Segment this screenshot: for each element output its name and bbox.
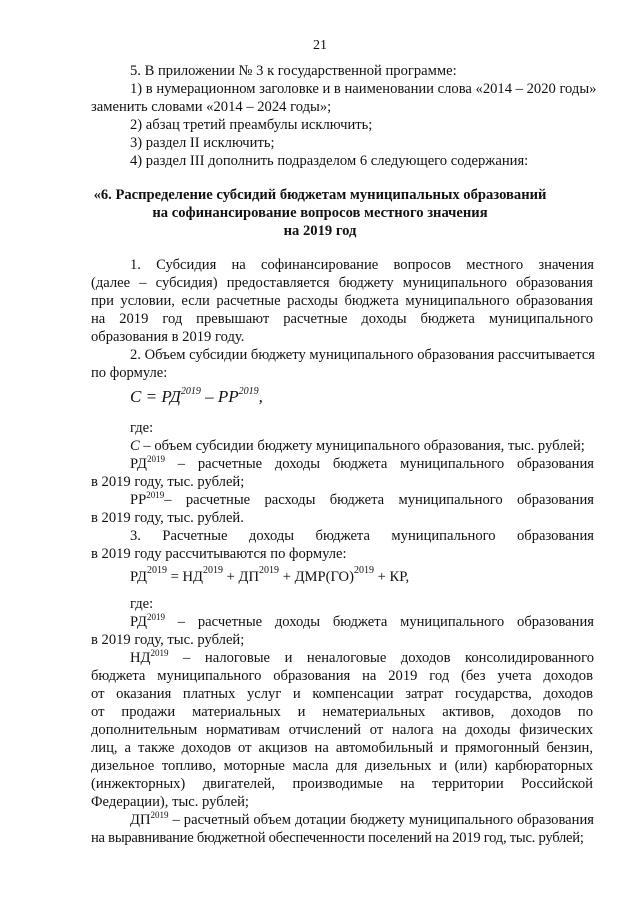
definition-rd-line-a bbox=[130, 455, 594, 473]
definition-c-text: – объем субсидии бюджету муниципального образования, тыс. рублей; bbox=[139, 438, 585, 454]
definition-nd-line-f: лиц, а также доходов от акцизов на автомобильный и прямогонный бензин, bbox=[91, 740, 593, 756]
definition-nd-text: – налоговые и неналоговые доходов консолидированного bbox=[168, 650, 594, 666]
definition-nd-symbol: НД bbox=[130, 650, 151, 666]
formula-revenue-end: + КР, bbox=[373, 569, 410, 585]
para2-line-a: 2. Объем субсидии бюджету муниципального образования рассчитывается bbox=[130, 347, 596, 363]
definition-rr-line-b: в 2019 году, тыс. рублей. bbox=[91, 510, 244, 526]
formula-revenue-rd: РД bbox=[130, 569, 147, 585]
definition-rr-line-a bbox=[130, 491, 594, 509]
definition-dp-symbol: ДП bbox=[130, 812, 151, 828]
item-2: 2) абзац третий преамбулы исключить; bbox=[130, 117, 373, 133]
definition-nd-year: 2019 bbox=[150, 648, 169, 658]
formula-revenue-dmr: + ДМР(ГО) bbox=[279, 569, 354, 585]
formula-revenue-dp: + ДП bbox=[223, 569, 260, 585]
item-4: 4) раздел III дополнить подразделом 6 следующего содержания: bbox=[130, 153, 529, 169]
item-1-cont: заменить словами «2014 – 2024 годы»; bbox=[91, 99, 332, 115]
para1-line-e: образования в 2019 году. bbox=[91, 329, 245, 345]
formula-subsidy-minus: – bbox=[200, 387, 218, 406]
definition-dp-line-b: на выравнивание бюджетной обеспеченности поселений на 2019 год, тыс. рублей; bbox=[91, 830, 584, 846]
formula-subsidy-eq: = bbox=[141, 387, 162, 406]
definition-nd-line-g: дизельное топливо, моторные масла для дизельных и (или) карбюраторных bbox=[91, 758, 593, 774]
where-label-1: где: bbox=[130, 420, 154, 436]
definition-rr-symbol: РР bbox=[130, 492, 147, 508]
para3-line-b: в 2019 году рассчитываются по формуле: bbox=[91, 546, 347, 562]
definition-nd-line-e: дополнительным нормативам отчислений от налога на доходы физических bbox=[91, 722, 593, 738]
where-label-2: где: bbox=[130, 596, 154, 612]
formula-revenue-rd-year: 2019 bbox=[146, 565, 167, 576]
formula-subsidy-rr: РР bbox=[217, 387, 239, 406]
definition-nd-line-d: от продажи материальных и нематериальных активов, доходов по bbox=[91, 704, 593, 720]
page-number: 21 bbox=[313, 38, 327, 53]
formula-revenue-dp-year: 2019 bbox=[259, 565, 280, 576]
section-title-line-2: на софинансирование вопросов местного значения bbox=[152, 205, 488, 221]
para1-line-d: на 2019 год превышают расчетные доходы бюджета муниципального bbox=[91, 311, 593, 327]
definition-nd-line-h: (инжекторных) двигателей, производимые на территории Российской bbox=[91, 776, 593, 792]
definition-rd-symbol: РД bbox=[130, 456, 147, 472]
section-title-line-3: на 2019 год bbox=[283, 223, 357, 239]
formula-subsidy-rr-year: 2019 bbox=[238, 386, 259, 397]
definition-c-symbol: С bbox=[130, 438, 140, 454]
section-title-line-1: «6. Распределение субсидий бюджетам муниципальных образований bbox=[93, 187, 547, 203]
definition-dp-line-a bbox=[130, 811, 594, 829]
definition-rd2-text: – расчетные доходы бюджета муниципального образования bbox=[164, 614, 594, 630]
definition-rd2-year: 2019 bbox=[146, 612, 165, 622]
item-3: 3) раздел II исключить; bbox=[130, 135, 275, 151]
para3-line-a: 3. Расчетные доходы бюджета муниципального образования bbox=[130, 528, 594, 544]
formula-revenue-dmr-year: 2019 bbox=[353, 565, 374, 576]
formula-revenue bbox=[130, 565, 409, 589]
para1-line-b: (далее – субсидия) предоставляется бюджету муниципального образования bbox=[91, 275, 593, 291]
formula-revenue-nd: = НД bbox=[166, 569, 204, 585]
definition-rd2-line-a bbox=[130, 613, 594, 631]
item-1: 1) в нумерационном заголовке и в наименовании слова «2014 – 2020 годы» bbox=[130, 81, 597, 97]
definition-nd-line-c: от оказания платных услуг и компенсации затрат государства, доходов bbox=[91, 686, 593, 702]
para2-line-b: по формуле: bbox=[91, 365, 168, 381]
formula-subsidy-end: , bbox=[258, 387, 263, 406]
definition-rd2-symbol: РД bbox=[130, 614, 147, 630]
formula-subsidy-rd: РД bbox=[161, 387, 181, 406]
definition-rd-line-b: в 2019 году, тыс. рублей; bbox=[91, 474, 245, 490]
formula-subsidy-rd-year: 2019 bbox=[180, 386, 201, 397]
definition-nd-line-i: Федерации), тыс. рублей; bbox=[91, 794, 249, 810]
definition-dp-text: – расчетный объем дотации бюджету муниципального образования bbox=[168, 812, 594, 828]
definition-rr-text: – расчетные расходы бюджета муниципального образования bbox=[164, 492, 594, 508]
formula-subsidy-c: С bbox=[130, 387, 142, 406]
definition-rd-year: 2019 bbox=[146, 454, 165, 464]
definition-rr-year: 2019 bbox=[146, 490, 165, 500]
para1-line-a: 1. Субсидия на софинансирование вопросов местного значения bbox=[130, 257, 594, 273]
formula-revenue-nd-year: 2019 bbox=[203, 565, 224, 576]
definition-rd2-line-b: в 2019 году, тыс. рублей; bbox=[91, 632, 245, 648]
definition-c bbox=[130, 437, 585, 455]
item-5: 5. В приложении № 3 к государственной программе: bbox=[130, 63, 457, 79]
definition-dp-year: 2019 bbox=[150, 810, 169, 820]
para1-line-c: при условии, если расчетные расходы бюджета муниципального образования bbox=[91, 293, 593, 309]
definition-nd-line-b: бюджета муниципального образования на 2019 год (без учета доходов bbox=[91, 668, 593, 684]
definition-nd-line-a bbox=[130, 649, 594, 667]
formula-subsidy bbox=[130, 384, 263, 410]
definition-rd-text: – расчетные доходы бюджета муниципального образования bbox=[164, 456, 594, 472]
